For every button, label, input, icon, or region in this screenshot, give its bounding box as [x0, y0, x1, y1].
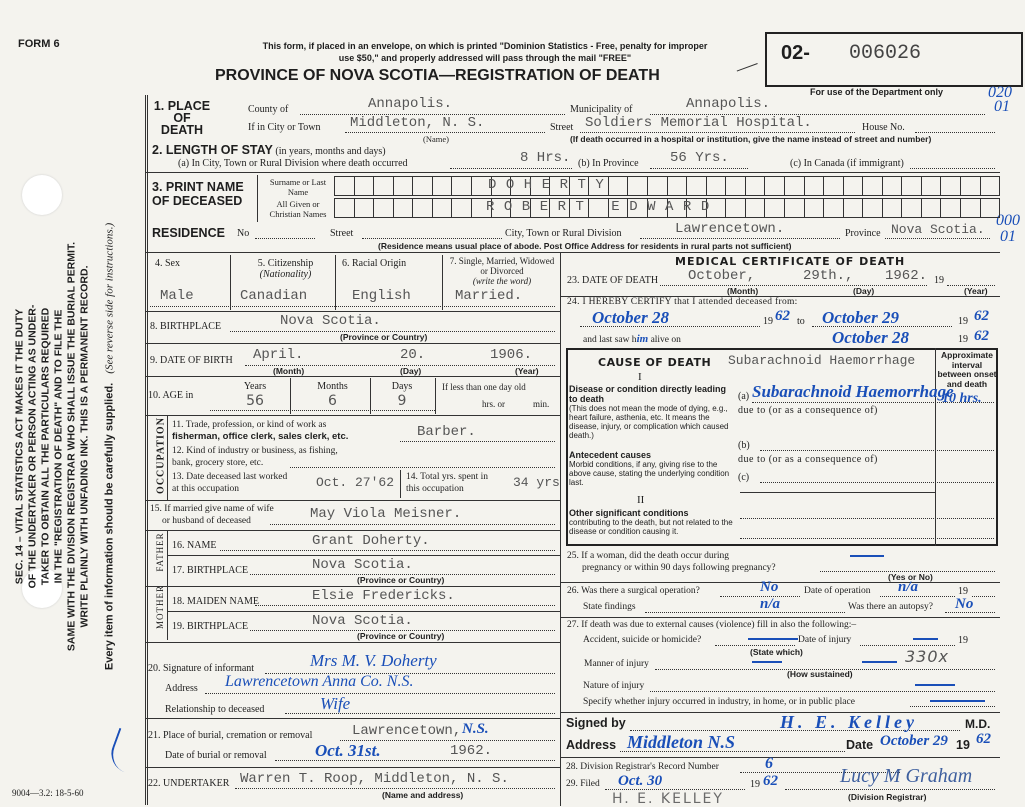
burial-place-value: Lawrencetown, [352, 723, 462, 739]
certify-label: 24. I HEREBY CERTIFY that I attended deceased from: [567, 297, 798, 307]
residence-city-label: City, Town or Rural Division [505, 228, 622, 239]
physician-address-label: Address [566, 738, 617, 752]
spouse-label2: or husband of deceased [162, 516, 251, 526]
filed-label: 29. Filed [566, 779, 600, 789]
other-label: Other significant conditions [569, 508, 689, 518]
q11-label: 11. Trade, profession, or kind of work as [172, 420, 327, 430]
accident-label: Accident, suicide or homicide? [583, 635, 702, 645]
street-label: Street [550, 122, 574, 133]
mother-name-value: Elsie Fredericks. [312, 588, 455, 604]
relationship-value: Wife [320, 694, 351, 713]
part-two: II [637, 494, 645, 506]
relationship-label: Relationship to deceased [165, 704, 265, 715]
divider [145, 252, 1000, 253]
stay-b-label: (b) In Province [578, 158, 639, 169]
caption: (Province or Country) [357, 631, 445, 641]
medical-heading: MEDICAL CERTIFICATE OF DEATH [675, 255, 906, 268]
nineteen: 19 [763, 316, 773, 327]
cause-heading: CAUSE OF DEATH [598, 356, 712, 369]
residence-city: Lawrencetown. [675, 221, 785, 237]
father-name-value: Grant Doherty. [312, 533, 430, 549]
to-label: to [797, 316, 805, 327]
caption: (How sustained) [787, 669, 853, 679]
record-number: 6 [765, 755, 773, 772]
handwritten-name: H. E. KELLEY [612, 791, 724, 807]
birthplace-label: 8. BIRTHPLACE [150, 321, 222, 332]
last-saw-date: October 28 [832, 328, 909, 347]
form-label: FORM 6 [18, 38, 60, 50]
dob-label: 9. DATE OF BIRTH [150, 355, 233, 366]
operation-date: n/a [898, 579, 919, 595]
q13-label: 13. Date deceased last worked [172, 472, 288, 482]
place-label: 1. PLACE OF DEATH [153, 99, 211, 137]
last-saw-label: and last saw h [583, 335, 637, 345]
spouse-value: May Viola Meisner. [310, 506, 462, 522]
dod-month: October, [688, 268, 756, 284]
divider [145, 172, 1000, 173]
q14-label: 14. Total yrs. spent in [406, 472, 489, 482]
q26-label: 26. Was there a surgical operation? [567, 586, 700, 596]
years-label: Years [243, 381, 267, 392]
race-value: English [352, 288, 411, 304]
md-label: M.D. [965, 717, 991, 731]
reg-number: 006026 [849, 42, 922, 65]
residence-no-label: No [237, 228, 250, 239]
dod-year: 1962. [885, 268, 928, 284]
caption: (State which) [750, 647, 803, 657]
caption: (Day) [853, 286, 875, 296]
caption: (Division Registrar) [848, 792, 927, 802]
him-value: im [636, 333, 649, 345]
undertaker-label: 22. UNDERTAKER [148, 778, 230, 789]
attended-to-year: 62 [974, 308, 989, 324]
informant-signature: Mrs M. V. Doherty [310, 651, 437, 670]
caption: (Residence means usual place of abode. Post Office Address for residents in rural parts not sufficient) [378, 241, 792, 251]
name-label: 3. PRINT NAME OF DECEASED [152, 180, 244, 208]
min-label: min. [533, 399, 550, 409]
sex-label: 4. Sex [155, 258, 180, 269]
cause-typed: Subarachnoid Haemorrhage [728, 353, 916, 368]
margin-code: 020 01 [988, 84, 1012, 115]
citizenship-label: 5. Citizenship [257, 258, 314, 269]
total-yrs-value: 34 yrs [513, 475, 560, 490]
given-value: ROBERT EDWARD [486, 199, 719, 215]
nineteen: 19 [958, 586, 968, 597]
surname-boxes [334, 176, 1000, 196]
side-line: WRITE PLAINLY WITH UNFADING INK. THIS IS A PERMANENT RECORD. [78, 265, 91, 628]
direct-note: (This does not mean the mode of dying, e.g., heart failure, asthenia, etc. It means the disease, injury, or complication which caused death.) [569, 404, 729, 440]
county-value: Annapolis. [368, 96, 453, 112]
dod-day: 29th., [803, 268, 854, 284]
q27-label: 27. If death was due to external causes (violence) fill in also the following:– [567, 620, 857, 630]
side-instructions [14, 187, 117, 707]
dob-year: 1906. [490, 347, 533, 363]
caption: (If death occurred in a hospital or institution, give the name instead of street and number) [570, 134, 932, 144]
nineteen: 19 [750, 779, 760, 790]
notice-line: This form, if placed in an envelope, on which is printed "Dominion Statistics - Free, penalty for improper [262, 41, 708, 51]
q25-label: 25. If a woman, did the death occur during [567, 551, 729, 561]
q25-label2: pregnancy or within 90 days following pregnancy? [582, 563, 776, 573]
attended-from-year: 62 [775, 308, 790, 324]
trade-value: Barber. [417, 424, 476, 440]
dash-mark [748, 638, 798, 640]
alive-label: alive on [650, 335, 681, 345]
stay-note: (in years, months and days) [275, 146, 386, 157]
nineteen: 19 [958, 635, 968, 646]
side-line: OF THE UNDERTAKER OR PERSON ACTING AS UNDER- [26, 304, 39, 589]
dash-mark [850, 555, 884, 557]
residence-province: Nova Scotia. [891, 222, 985, 237]
side-line: SEC. 14 – VITAL STATISTICS ACT MAKES IT THE DUTY [13, 308, 26, 585]
caption: (Province or Country) [357, 575, 445, 585]
city-label: If in City or Town [248, 122, 321, 133]
signed-date: October 29 [880, 733, 948, 749]
residence-province-label: Province [845, 228, 881, 239]
nineteen: 19 [934, 275, 944, 286]
residence-label: RESIDENCE [152, 226, 225, 240]
age-days: 9 [397, 393, 407, 409]
divider [560, 252, 561, 806]
marital-sub: (write the word) [472, 276, 532, 286]
surname-value: DOHERTY [488, 177, 614, 193]
filed-year: 62 [763, 773, 778, 789]
informant-label: 20. Signature of informant [148, 663, 255, 674]
street-value: Soldiers Memorial Hospital. [585, 115, 812, 131]
margin-code: 000 01 [996, 212, 1020, 245]
findings-label: State findings [583, 602, 636, 612]
occupation-side-label: OCCUPATION [155, 417, 167, 494]
caption: (Year) [964, 286, 988, 296]
dash-mark [913, 638, 938, 640]
age-years: 56 [246, 393, 264, 409]
nineteen: 19 [958, 316, 968, 327]
days-label: Days [391, 381, 413, 392]
mail-notice [205, 40, 765, 64]
where-label: Specify whether injury occurred in industry, in home, or in public place [583, 697, 855, 707]
last-saw-year: 62 [974, 328, 989, 344]
side-line: IN THE "REGISTRATION OF DEATH" AND TO FILE THE [52, 309, 65, 584]
side-note-italic: (See reverse side for instructions.) [103, 222, 116, 374]
physician-address: Middleton N.S [627, 732, 736, 752]
burial-place-label: 21. Place of burial, cremation or removal [148, 730, 313, 741]
q12b-label: bank, grocery store, etc. [172, 458, 264, 468]
informant-address: Lawrencetown Anna Co. N.S. [225, 673, 414, 690]
autopsy-label: Was there an autopsy? [848, 602, 933, 612]
informant-address-label: Address [165, 683, 198, 694]
caption: (Yes or No) [888, 572, 933, 582]
side-line: TAKER TO OBTAIN ALL THE PARTICULARS REQUIRED [39, 307, 52, 586]
attended-to: October 29 [822, 308, 899, 327]
cause-a-interval: 10 hrs. [942, 391, 982, 406]
reg-prefix: 02- [781, 42, 810, 64]
caption: (Name) [423, 134, 449, 144]
cause-b-label: (b) [738, 440, 750, 451]
registration-number-box [765, 32, 1023, 87]
nineteen: 19 [956, 738, 970, 752]
city-value: Middleton, N. S. [350, 115, 485, 131]
operation-date-label: Date of operation [804, 586, 871, 596]
check-mark-icon [106, 728, 138, 772]
signed-year: 62 [976, 731, 991, 747]
manner-note: 330x [905, 647, 950, 666]
municipality-value: Annapolis. [686, 96, 771, 112]
caption: (Year) [515, 366, 539, 376]
burial-place-hand: N.S. [462, 721, 489, 737]
attended-from: October 28 [592, 308, 669, 327]
manner-label: Manner of injury [584, 659, 649, 669]
mother-side-label: MOTHER [155, 585, 165, 629]
caption: (Name and address) [382, 790, 464, 800]
burial-date-value: Oct. 31st. [315, 741, 381, 760]
form-border [145, 95, 148, 805]
q11b-label: fisherman, office clerk, sales clerk, etc. [172, 431, 349, 442]
cause-c-label: (c) [738, 472, 750, 483]
physician-signature: H. E. Kelley [780, 712, 918, 732]
dash-mark [915, 684, 955, 686]
residence-street-label: Street [330, 228, 354, 239]
stay-b-value: 56 Yrs. [670, 150, 729, 166]
hrs-label: hrs. or [482, 399, 505, 409]
registrar-signature: Lucy M Graham [840, 765, 973, 787]
father-side-label: FATHER [155, 532, 165, 572]
house-label: House No. [862, 122, 905, 133]
caption: (Month) [727, 286, 759, 296]
due-to-label: due to (or as a consequence of) [738, 405, 878, 416]
county-label: County of [248, 104, 289, 115]
mother-birthplace-label: 19. BIRTHPLACE [172, 621, 249, 632]
q26-value: No [760, 579, 779, 595]
sex-value: Male [160, 288, 194, 304]
dob-month: April. [253, 347, 304, 363]
nineteen: 19 [958, 334, 968, 345]
dob-day: 20. [400, 347, 426, 363]
page-title: PROVINCE OF NOVA SCOTIA—REGISTRATION OF DEATH [215, 67, 660, 84]
direct-label: Disease or condition directly leading to death [569, 384, 727, 404]
antecedent-label: Antecedent causes [569, 450, 652, 460]
birthplace-value: Nova Scotia. [280, 313, 381, 329]
signed-date-label: Date [846, 738, 874, 752]
citizenship-value: Canadian [240, 288, 308, 304]
marital-value: Married. [455, 288, 523, 304]
father-name-label: 16. NAME [172, 540, 217, 551]
citizenship-sub: (Nationality) [259, 269, 312, 280]
dod-label: 23. DATE OF DEATH [567, 275, 659, 286]
dash-mark [752, 661, 782, 663]
mother-name-label: 18. MAIDEN NAME [172, 596, 259, 607]
antecedent-note: Morbid conditions, if any, giving rise to the above cause, stating the underlying condition last. [569, 460, 730, 487]
race-label: 6. Racial Origin [342, 258, 407, 269]
stay-a-label: (a) In City, Town or Rural Division where death occurred [178, 158, 408, 169]
part-one: I [638, 371, 642, 383]
caption: (Province or Country) [340, 332, 428, 342]
side-note: Every item of information should be carefully supplied. [103, 382, 116, 671]
cause-a-value: Subarachnoid Haemorrhage [752, 382, 954, 401]
age-months: 6 [328, 393, 337, 409]
months-label: Months [317, 381, 348, 392]
signed-label: Signed by [566, 716, 626, 730]
given-label: All Given or Christian Names [269, 199, 327, 219]
age-label: 10. AGE in [148, 390, 194, 401]
burial-date-label: Date of burial or removal [165, 750, 267, 761]
findings-value: n/a [760, 596, 781, 612]
dash-mark [930, 700, 985, 702]
caption: (Day) [400, 366, 422, 376]
cause-a-label: (a) [738, 391, 750, 402]
nature-label: Nature of injury [583, 681, 645, 691]
stay-a-value: 8 Hrs. [520, 150, 571, 166]
q13b-label: at this occupation [172, 484, 240, 494]
autopsy-value: No [955, 596, 974, 612]
undertaker-value: Warren T. Roop, Middleton, N. S. [240, 771, 509, 787]
caption: (Month) [273, 366, 305, 376]
q14b-label: this occupation [406, 484, 464, 494]
dept-only: For use of the Department only [810, 87, 944, 97]
footer-code: 9004—3.2: 18-5-60 [12, 788, 84, 798]
filed-date: Oct. 30 [618, 773, 663, 789]
father-birthplace-label: 17. BIRTHPLACE [172, 565, 249, 576]
marital-label: 7. Single, Married, Widowed or Divorced [449, 256, 555, 276]
side-line: SAME WITH THE DIVISION REGISTRAR WHO SHALL ISSUE THE BURIAL PERMIT. [65, 241, 78, 652]
q28-label: 28. Division Registrar's Record Number [566, 762, 719, 772]
surname-label: Surname or Last Name [269, 177, 327, 197]
injury-date-label: Date of injury [798, 635, 852, 645]
last-worked-value: Oct. 27'62 [316, 475, 395, 490]
less-label: If less than one day old [442, 382, 526, 392]
other-note: contributing to the death, but not related to the disease or condition causing it. [569, 518, 733, 536]
stay-c-label: (c) In Canada (if immigrant) [790, 158, 904, 169]
municipality-label: Municipality of [570, 104, 633, 115]
due-to-label: due to (or as a consequence of) [738, 454, 878, 465]
dash-mark [862, 661, 897, 663]
spouse-label: 15. If married give name of wife [150, 504, 274, 514]
interval-label: Approximate interval between onset and death [937, 350, 997, 389]
burial-year-value: 1962. [450, 743, 493, 759]
mother-birthplace-value: Nova Scotia. [312, 613, 413, 629]
father-birthplace-value: Nova Scotia. [312, 557, 413, 573]
q12-label: 12. Kind of industry or business, as fishing, [172, 446, 338, 456]
stay-label: 2. LENGTH OF STAY [152, 143, 273, 157]
notice-line: use $50," and properly addressed will pass through the mail "FREE" [338, 53, 632, 63]
